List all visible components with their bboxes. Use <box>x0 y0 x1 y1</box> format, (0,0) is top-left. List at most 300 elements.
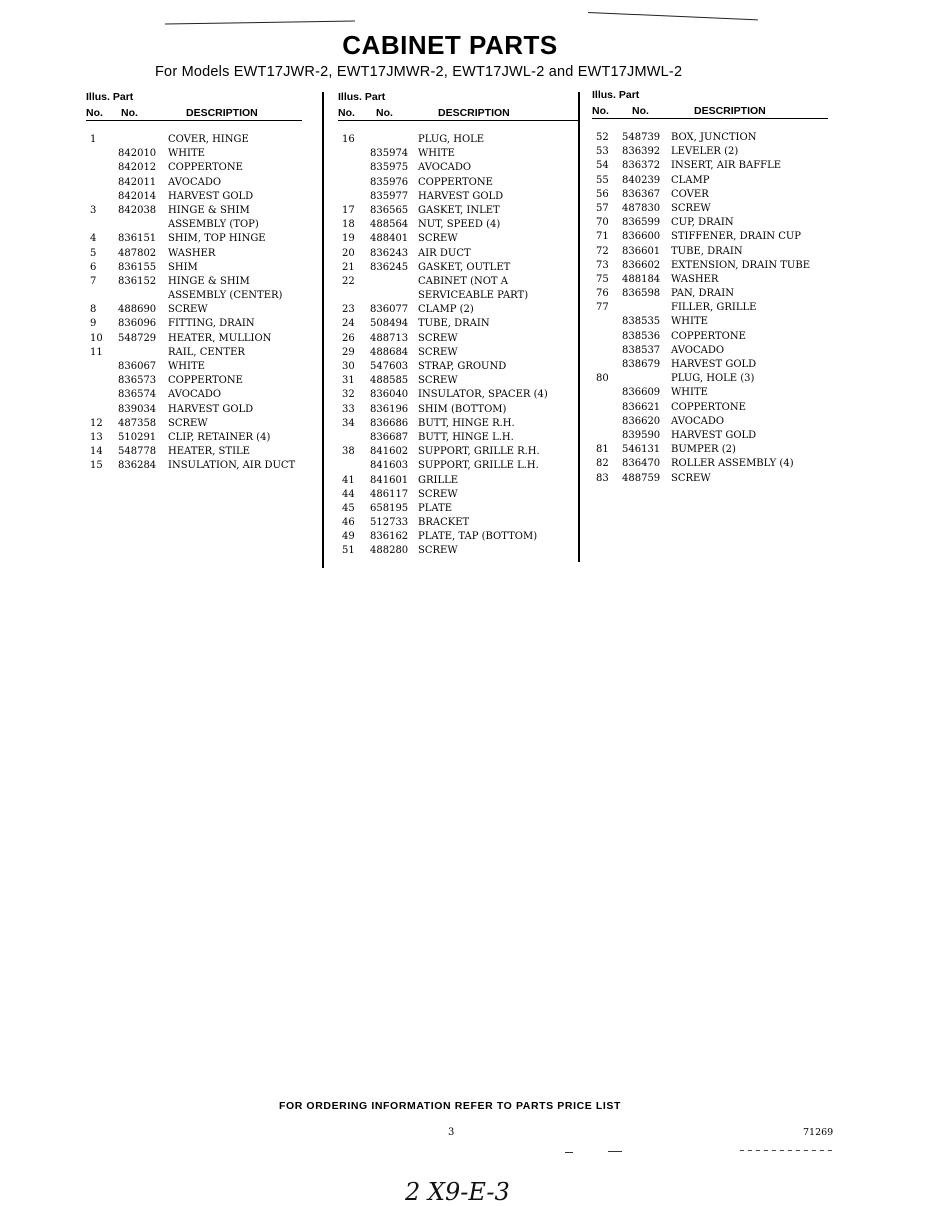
scan-artifact-line-left <box>165 21 355 25</box>
part-row <box>338 303 578 317</box>
part-row <box>86 289 302 303</box>
column-header <box>86 88 302 121</box>
part-number: 488713 <box>370 332 409 344</box>
part-number: 836372 <box>622 160 661 172</box>
part-row <box>338 346 578 360</box>
illus-number: 6 <box>90 261 97 273</box>
header-description: DESCRIPTION <box>438 107 510 119</box>
part-description: TUBE, DRAIN <box>418 318 490 330</box>
part-number: 836077 <box>370 304 409 316</box>
part-description: SCREW <box>418 545 458 557</box>
part-row <box>592 472 828 486</box>
part-row <box>338 502 578 516</box>
part-description: HARVEST GOLD <box>671 359 757 370</box>
part-row <box>338 544 578 558</box>
illus-number: 72 <box>596 245 609 257</box>
illus-number: 80 <box>596 373 609 385</box>
part-row <box>338 360 578 374</box>
part-number: 836284 <box>118 460 157 472</box>
part-number: 836040 <box>370 389 409 401</box>
part-row <box>86 275 302 289</box>
part-number: 835977 <box>370 190 409 202</box>
part-number: 487358 <box>118 417 157 429</box>
part-description: COPPERTONE <box>168 375 243 387</box>
part-description: SCREW <box>418 488 458 500</box>
part-description: AVOCADO <box>418 162 472 174</box>
part-number: 841602 <box>370 446 409 458</box>
illus-number: 56 <box>596 188 609 200</box>
part-number: 836392 <box>622 146 661 158</box>
illus-number: 77 <box>596 302 609 314</box>
part-number: 835974 <box>370 148 409 160</box>
scan-artifact-line-right <box>588 12 758 20</box>
part-row <box>592 259 828 273</box>
part-row <box>338 261 578 275</box>
part-description: BOX, JUNCTION <box>671 132 757 143</box>
part-row <box>86 204 302 218</box>
part-description: INSULATOR, SPACER (4) <box>418 389 548 401</box>
part-row <box>86 431 302 445</box>
part-row <box>338 176 578 190</box>
parts-rows <box>86 133 302 474</box>
illus-number: 73 <box>596 259 609 271</box>
part-row <box>338 133 578 147</box>
part-description: SHIM <box>168 261 198 273</box>
illus-number: 44 <box>342 488 355 500</box>
part-number: 836196 <box>370 403 409 415</box>
part-number: 841601 <box>370 474 409 486</box>
parts-rows <box>338 133 578 559</box>
part-number: 836602 <box>622 259 661 271</box>
illus-number: 22 <box>342 275 355 287</box>
part-description: STIFFENER, DRAIN CUP <box>671 231 802 243</box>
part-number: 835976 <box>370 176 409 188</box>
part-row <box>86 317 302 331</box>
part-description: HINGE & SHIM <box>168 204 250 216</box>
illus-number: 76 <box>596 288 609 300</box>
part-description: SCREW <box>418 375 458 387</box>
part-description: STRAP, GROUND <box>418 361 507 372</box>
part-number: 836573 <box>118 375 157 387</box>
part-number: 836155 <box>118 261 157 273</box>
part-row <box>592 174 828 188</box>
part-description: INSERT, AIR BAFFLE <box>671 160 782 172</box>
part-description: CABINET (NOT A <box>418 275 508 287</box>
part-number: 838536 <box>622 330 661 342</box>
part-description: SHIM, TOP HINGE <box>168 233 266 245</box>
part-number: 836067 <box>118 361 157 372</box>
part-row <box>338 459 578 473</box>
part-number: 842012 <box>118 162 157 174</box>
illus-number: 57 <box>596 202 609 214</box>
part-number: 841603 <box>370 460 409 472</box>
part-description: ASSEMBLY (TOP) <box>168 219 259 231</box>
illus-number: 18 <box>342 219 355 231</box>
illus-number: 21 <box>342 261 355 273</box>
part-number: 488684 <box>370 346 409 358</box>
part-description: SUPPORT, GRILLE R.H. <box>418 446 540 458</box>
part-description: PLATE, TAP (BOTTOM) <box>418 531 538 543</box>
part-description: AVOCADO <box>671 415 725 427</box>
part-description: SCREW <box>418 346 458 358</box>
illus-number: 41 <box>342 474 355 486</box>
illus-number: 83 <box>596 472 609 484</box>
part-description: WASHER <box>671 273 719 285</box>
illus-number: 7 <box>90 275 97 287</box>
part-description: TUBE, DRAIN <box>671 245 743 257</box>
part-description: PLUG, HOLE (3) <box>671 373 755 385</box>
illus-number: 46 <box>342 517 355 529</box>
part-row <box>338 247 578 261</box>
part-number: 548729 <box>118 332 157 344</box>
part-description: EXTENSION, DRAIN TUBE <box>671 259 810 271</box>
part-description: COPPERTONE <box>418 176 493 188</box>
part-number: 836599 <box>622 217 661 229</box>
illus-number: 23 <box>342 304 355 316</box>
part-description: COPPERTONE <box>671 330 746 342</box>
part-description: GASKET, OUTLET <box>418 261 511 273</box>
part-description: AVOCADO <box>168 176 222 188</box>
part-number: 836601 <box>622 245 661 257</box>
part-row <box>338 161 578 175</box>
part-row <box>338 289 578 303</box>
part-row <box>86 147 302 161</box>
part-number: 658195 <box>370 502 409 514</box>
illus-number: 71 <box>596 231 609 243</box>
part-row <box>592 443 828 457</box>
part-row <box>592 230 828 244</box>
part-description: WHITE <box>168 361 205 372</box>
part-row <box>592 245 828 259</box>
header-illus-no: No. <box>592 105 609 117</box>
ordering-note: FOR ORDERING INFORMATION REFER TO PARTS PRICE LIST <box>278 1100 622 1112</box>
part-row <box>338 317 578 331</box>
part-number: 836598 <box>622 288 661 300</box>
part-description: CLAMP <box>671 174 710 186</box>
part-number: 488585 <box>370 375 409 387</box>
illus-number: 49 <box>342 531 355 543</box>
part-number: 508494 <box>370 318 409 330</box>
part-row <box>338 218 578 232</box>
part-row <box>592 372 828 386</box>
part-number: 836243 <box>370 247 409 259</box>
part-description: HARVEST GOLD <box>418 190 504 202</box>
part-description: CUP, DRAIN <box>671 217 734 229</box>
illus-number: 55 <box>596 174 609 186</box>
part-description: HARVEST GOLD <box>168 403 254 415</box>
part-row <box>338 374 578 388</box>
part-row <box>86 133 302 147</box>
part-description: RAIL, CENTER <box>168 346 245 358</box>
part-row <box>592 386 828 400</box>
part-row <box>592 315 828 329</box>
part-description: WHITE <box>671 316 708 328</box>
part-row <box>86 374 302 388</box>
part-number: 842010 <box>118 148 157 160</box>
part-description: BUMPER (2) <box>671 444 736 456</box>
part-row <box>338 431 578 445</box>
part-description: WASHER <box>168 247 216 259</box>
part-row <box>86 261 302 275</box>
part-description: LEVELER (2) <box>671 146 739 158</box>
part-description: COVER, HINGE <box>168 134 249 145</box>
part-row <box>592 457 828 471</box>
part-number: 836620 <box>622 415 661 427</box>
illus-number: 24 <box>342 318 355 330</box>
part-row <box>338 474 578 488</box>
part-number: 488280 <box>370 545 409 557</box>
part-description: AIR DUCT <box>418 247 471 259</box>
part-row <box>592 216 828 230</box>
part-row <box>86 161 302 175</box>
part-description: GRILLE <box>418 474 459 486</box>
illus-number: 51 <box>342 545 355 557</box>
part-row <box>338 190 578 204</box>
header-description: DESCRIPTION <box>186 107 258 119</box>
part-description: BUTT, HINGE R.H. <box>418 417 515 429</box>
part-row <box>338 488 578 502</box>
part-description: WHITE <box>671 387 708 399</box>
part-description: FILLER, GRILLE <box>671 302 757 314</box>
illus-number: 54 <box>596 160 609 172</box>
part-description: CLAMP (2) <box>418 304 474 316</box>
illus-number: 5 <box>90 247 97 259</box>
scan-artifact-dash <box>608 1151 622 1152</box>
illus-number: 26 <box>342 332 355 344</box>
illus-number: 34 <box>342 417 355 429</box>
part-number: 838679 <box>622 359 661 370</box>
part-description: HINGE & SHIM <box>168 275 250 287</box>
part-number: 547603 <box>370 361 409 372</box>
part-description: SHIM (BOTTOM) <box>418 403 507 415</box>
part-row <box>86 346 302 360</box>
part-number: 488564 <box>370 219 409 231</box>
part-row <box>338 332 578 346</box>
part-description: FITTING, DRAIN <box>168 318 255 330</box>
part-description: CLIP, RETAINER (4) <box>168 431 271 443</box>
part-row <box>86 403 302 417</box>
part-description: SCREW <box>168 304 208 316</box>
part-row <box>86 303 302 317</box>
part-row <box>86 247 302 261</box>
part-description: SCREW <box>671 472 711 484</box>
part-row <box>592 188 828 202</box>
part-number: 836600 <box>622 231 661 243</box>
part-number: 836152 <box>118 275 157 287</box>
part-row <box>338 275 578 289</box>
part-number: 488690 <box>118 304 157 316</box>
illus-number: 29 <box>342 346 355 358</box>
part-row <box>592 344 828 358</box>
part-row <box>592 401 828 415</box>
part-number: 488759 <box>622 472 661 484</box>
illus-number: 3 <box>90 204 97 216</box>
part-number: 488401 <box>370 233 409 245</box>
illus-number: 32 <box>342 389 355 401</box>
part-description: SCREW <box>418 332 458 344</box>
part-row <box>86 388 302 402</box>
part-number: 836367 <box>622 188 661 200</box>
illus-number: 81 <box>596 444 609 456</box>
header-part-no: No. <box>121 107 138 119</box>
page-number: 3 <box>448 1127 455 1138</box>
illus-number: 15 <box>90 460 103 472</box>
illus-number: 30 <box>342 361 355 372</box>
part-description: SCREW <box>671 202 711 214</box>
header-illus-no: No. <box>86 107 103 119</box>
scan-artifact-dash <box>740 1150 835 1151</box>
illus-number: 1 <box>90 134 97 145</box>
part-description: COPPERTONE <box>168 162 243 174</box>
part-description: SERVICEABLE PART) <box>418 290 529 302</box>
part-number: 842011 <box>118 176 157 188</box>
part-row <box>338 516 578 530</box>
part-description: HARVEST GOLD <box>671 429 757 441</box>
part-row <box>592 429 828 443</box>
part-number: 836162 <box>370 531 409 543</box>
part-description: HARVEST GOLD <box>168 190 254 202</box>
illus-number: 33 <box>342 403 355 415</box>
part-row <box>86 459 302 473</box>
part-number: 836151 <box>118 233 157 245</box>
part-description: WHITE <box>168 148 205 160</box>
part-number: 842038 <box>118 204 157 216</box>
illus-number: 70 <box>596 217 609 229</box>
part-number: 839590 <box>622 429 661 441</box>
illus-number: 9 <box>90 318 97 330</box>
part-row <box>338 530 578 544</box>
part-number: 510291 <box>118 431 157 443</box>
part-row <box>338 417 578 431</box>
parts-column-1 <box>86 88 302 474</box>
part-number: 548778 <box>118 446 157 458</box>
illus-number: 8 <box>90 304 97 316</box>
parts-rows <box>592 131 828 486</box>
part-number: 836574 <box>118 389 157 401</box>
part-row <box>592 273 828 287</box>
page-title: CABINET PARTS <box>342 30 558 60</box>
part-row <box>86 218 302 232</box>
document-code: 71269 <box>803 1127 834 1138</box>
part-row <box>338 388 578 402</box>
part-description: WHITE <box>418 148 455 160</box>
part-description: INSULATION, AIR DUCT <box>168 460 296 472</box>
illus-number: 4 <box>90 233 97 245</box>
parts-column-3 <box>592 86 828 486</box>
part-number: 836621 <box>622 401 661 413</box>
part-number: 487830 <box>622 202 661 214</box>
header-illus: Illus. Part <box>86 91 134 103</box>
part-description: HEATER, MULLION <box>168 332 272 344</box>
part-number: 835975 <box>370 162 409 174</box>
part-row <box>338 232 578 246</box>
illus-number: 75 <box>596 273 609 285</box>
part-number: 836686 <box>370 417 409 429</box>
illus-number: 82 <box>596 458 609 470</box>
part-row <box>86 176 302 190</box>
part-number: 546131 <box>622 444 661 456</box>
part-description: PAN, DRAIN <box>671 288 734 300</box>
part-row <box>592 202 828 216</box>
part-row <box>338 147 578 161</box>
illus-number: 45 <box>342 502 355 514</box>
part-number: 512733 <box>370 517 409 529</box>
header-part-no: No. <box>376 107 393 119</box>
illus-number: 12 <box>90 417 103 429</box>
part-number: 838537 <box>622 344 661 356</box>
part-description: BRACKET <box>418 517 470 529</box>
part-row <box>338 204 578 218</box>
part-number: 840239 <box>622 174 661 186</box>
models-subtitle: For Models EWT17JWR-2, EWT17JMWR-2, EWT17JWL-2 and EWT17JMWL-2 <box>155 64 683 80</box>
part-number: 548739 <box>622 132 661 143</box>
column-divider-1 <box>322 92 324 568</box>
part-row <box>86 360 302 374</box>
column-divider-2 <box>578 92 580 562</box>
part-description: SCREW <box>418 233 458 245</box>
part-description: ASSEMBLY (CENTER) <box>168 290 283 302</box>
part-number: 836245 <box>370 261 409 273</box>
part-row <box>592 330 828 344</box>
illus-number: 16 <box>342 134 355 145</box>
illus-number: 38 <box>342 446 355 458</box>
part-row <box>592 131 828 145</box>
parts-column-2 <box>338 88 578 559</box>
illus-number: 17 <box>342 204 355 216</box>
part-row <box>86 190 302 204</box>
part-description: GASKET, INLET <box>418 204 500 216</box>
part-description: PLATE <box>418 502 453 514</box>
part-description: ROLLER ASSEMBLY (4) <box>671 458 794 470</box>
illus-number: 13 <box>90 431 103 443</box>
illus-number: 14 <box>90 446 103 458</box>
part-description: HEATER, STILE <box>168 446 250 458</box>
part-description: PLUG, HOLE <box>418 134 485 145</box>
part-number: 836470 <box>622 458 661 470</box>
header-description: DESCRIPTION <box>694 105 766 117</box>
part-description: NUT, SPEED (4) <box>418 219 501 231</box>
part-row <box>86 417 302 431</box>
part-row <box>592 358 828 372</box>
header-illus: Illus. Part <box>592 89 640 101</box>
part-number: 839034 <box>118 403 157 415</box>
part-row <box>592 301 828 315</box>
part-description: SCREW <box>168 417 208 429</box>
part-number: 842014 <box>118 190 157 202</box>
illus-number: 52 <box>596 132 609 143</box>
part-row <box>592 415 828 429</box>
part-description: AVOCADO <box>168 389 222 401</box>
header-illus-no: No. <box>338 107 355 119</box>
illus-number: 10 <box>90 332 103 344</box>
column-header <box>592 86 828 119</box>
header-part-no: No. <box>632 105 649 117</box>
handwritten-annotation: 2 X9-E-3 <box>405 1178 510 1206</box>
part-row <box>592 145 828 159</box>
illus-number: 20 <box>342 247 355 259</box>
part-row <box>592 159 828 173</box>
illus-number: 31 <box>342 375 355 387</box>
part-row <box>86 232 302 246</box>
part-description: COVER <box>671 188 709 200</box>
scan-artifact-dash <box>565 1152 573 1153</box>
illus-number: 19 <box>342 233 355 245</box>
part-number: 487802 <box>118 247 157 259</box>
part-number: 836687 <box>370 431 409 443</box>
part-description: BUTT, HINGE L.H. <box>418 431 514 443</box>
part-number: 836609 <box>622 387 661 399</box>
part-number: 836565 <box>370 204 409 216</box>
